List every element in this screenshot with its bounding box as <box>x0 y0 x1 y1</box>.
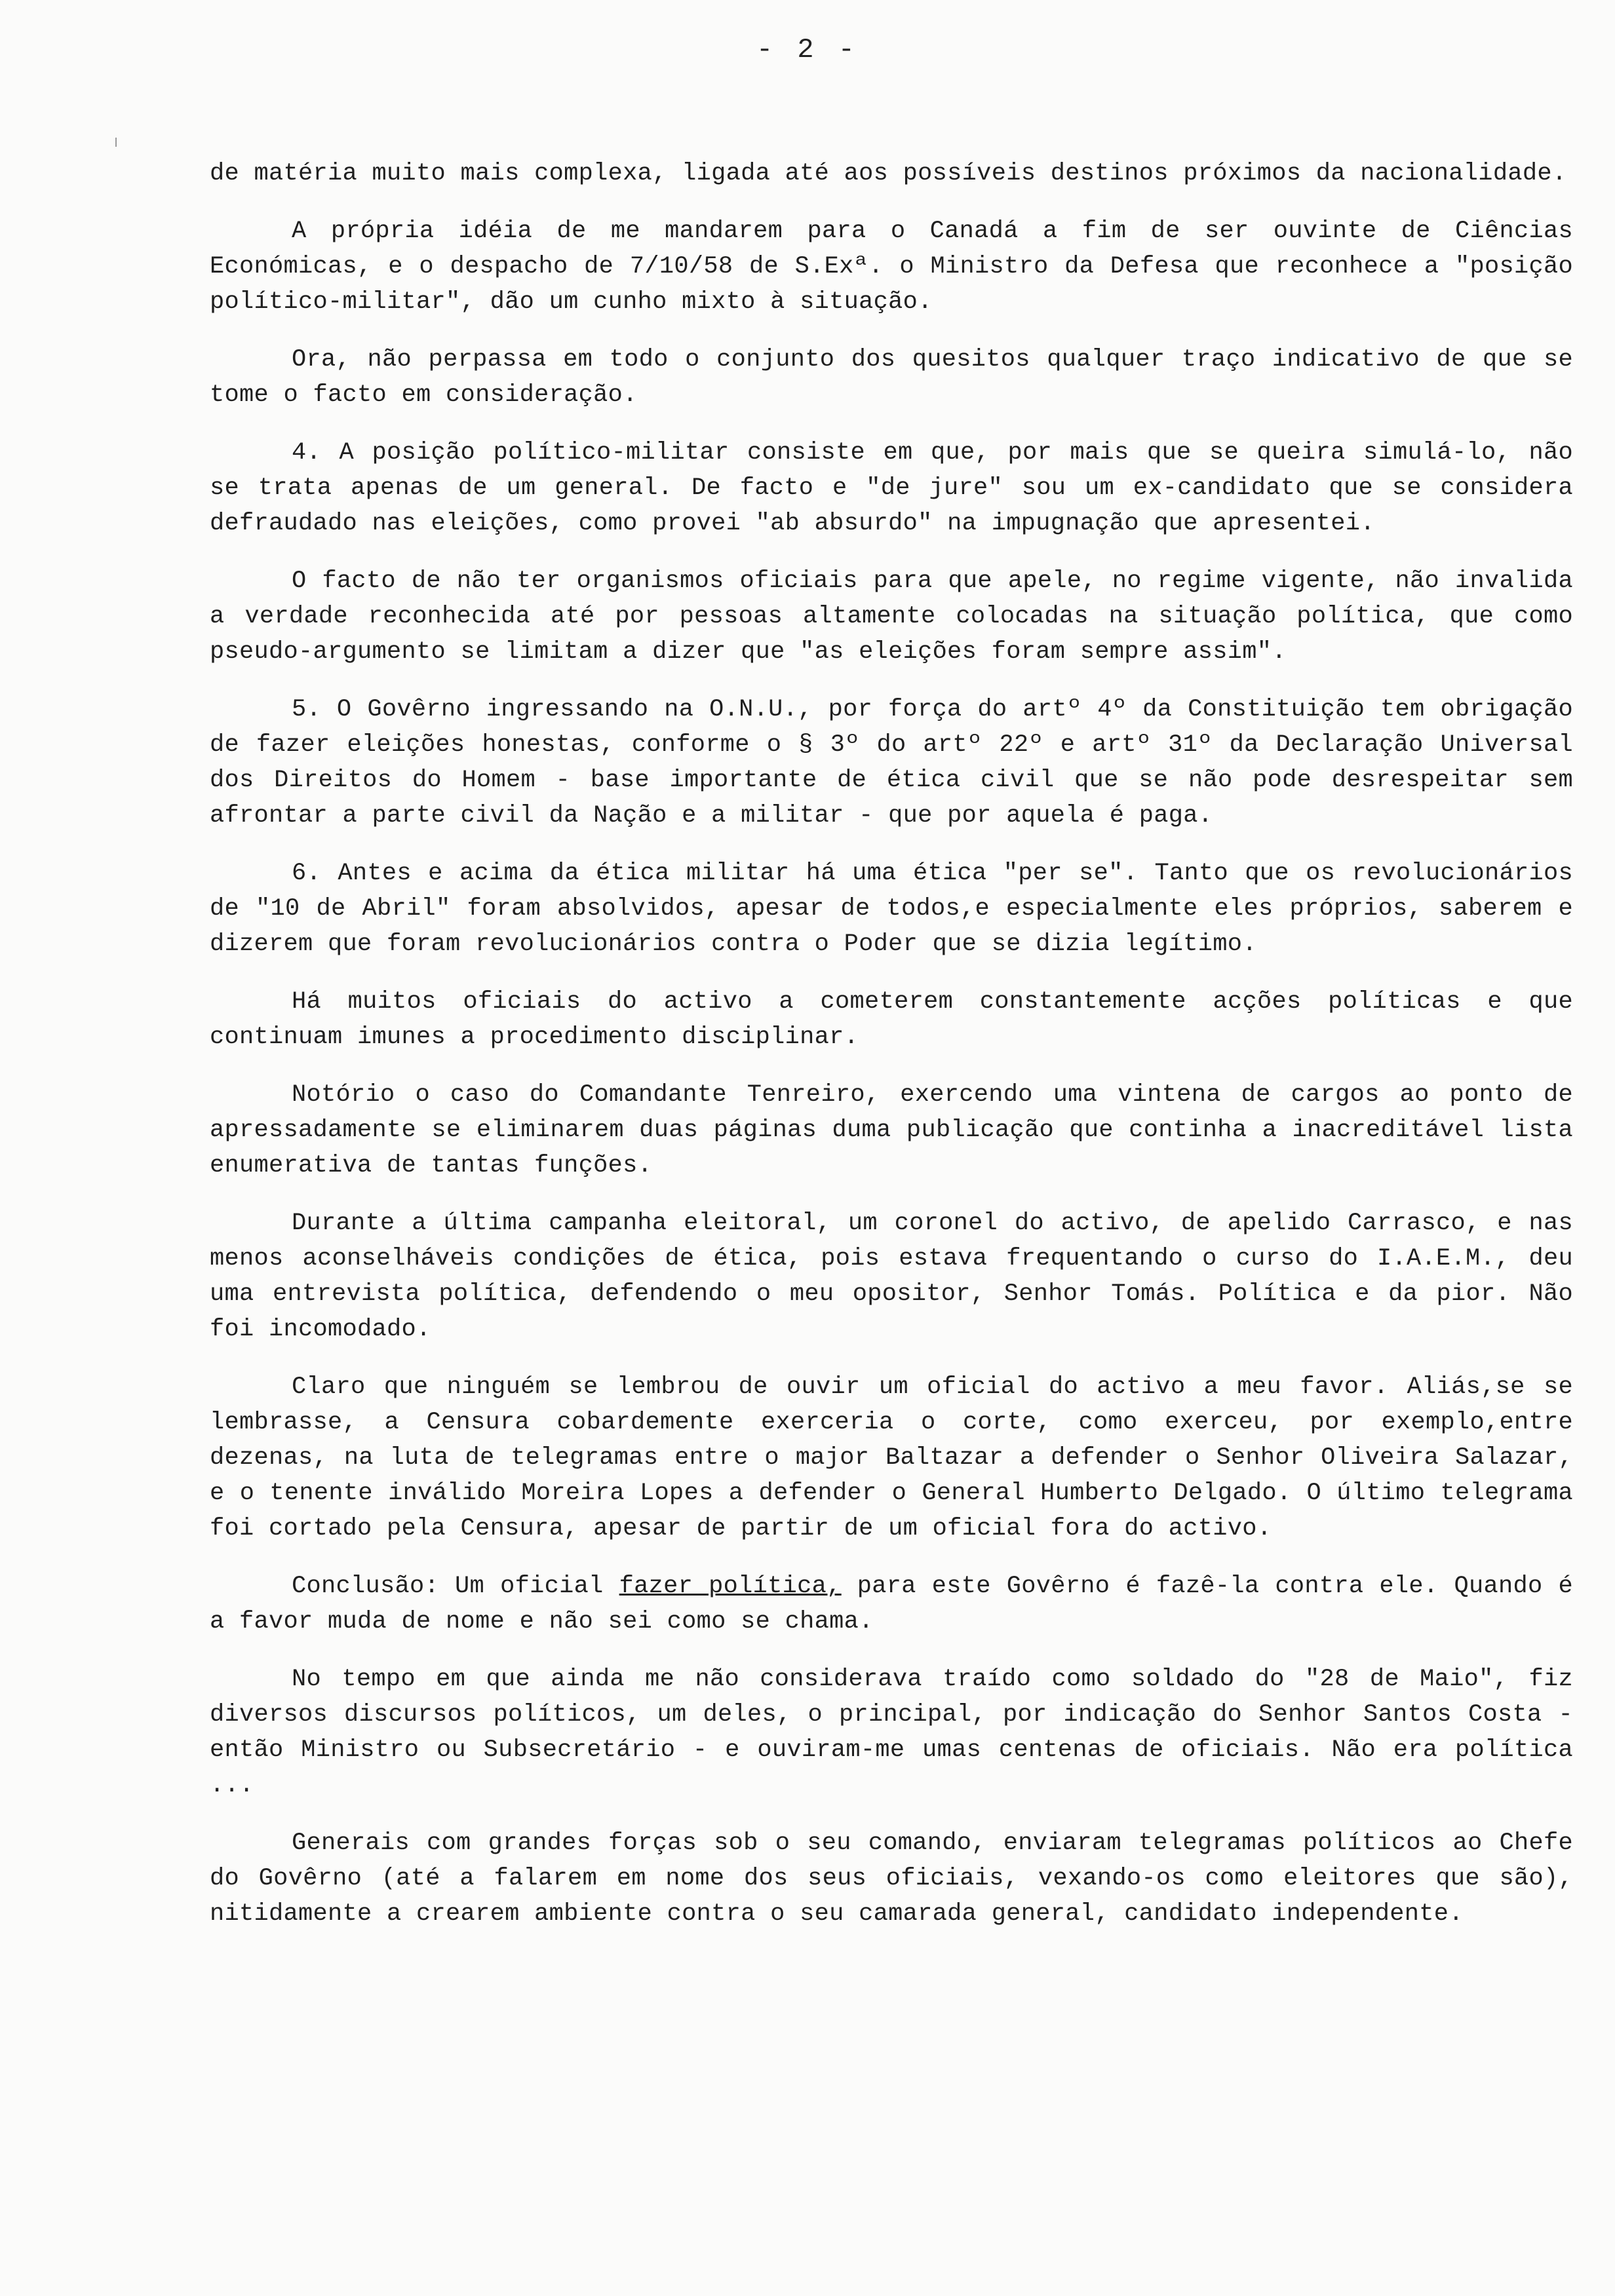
conclusion-lead: Conclusão: Um oficial <box>292 1573 619 1600</box>
conclusion-underlined: fazer política, <box>619 1573 842 1600</box>
paragraph-point-4: 4. A posição político-militar consiste em que, por mais que se queira simulá-lo, não se trata apenas de um general. De facto e "de jure" sou um ex-candidato que se considera defraudado nas eleições, como provei "ab absurdo" na impugnação que apresentei. <box>210 439 1573 537</box>
document-body <box>210 156 1573 1954</box>
paragraph-tenreiro: Notório o caso do Comandante Tenreiro, exercendo uma vintena de cargos ao ponto de apressadamente se eliminarem duas páginas duma publicação que continha a inacreditável lista enumerativa de tantas funções. <box>210 1081 1573 1179</box>
paragraph-conclusion <box>210 1569 1573 1639</box>
paragraph-canada-mission: A própria idéia de me mandarem para o Canadá a fim de ser ouvinte de Ciências Económicas, e o despacho de 7/10/58 de S.Exª. o Ministro da Defesa que reconhece a "posição político-militar", dão um cunho mixto à situação. <box>210 218 1573 316</box>
paragraph-quesitos: Ora, não perpassa em todo o conjunto dos quesitos qualquer traço indicativo de que se tome o facto em consideração. <box>210 346 1573 409</box>
paragraph-active-officers: Há muitos oficiais do activo a cometerem constantemente acções políticas e que continuam imunes a procedimento disciplinar. <box>210 988 1573 1051</box>
paragraph-official-organisms: O facto de não ter organismos oficiais para que apele, no regime vigente, não invalida a verdade reconhecida até por pessoas altamente colocadas na situação política, que como pseudo-argumento se limitam a dizer que "as eleições foram sempre assim". <box>210 567 1573 666</box>
paragraph-campaign: Durante a última campanha eleitoral, um coronel do activo, de apelido Carrasco, e nas menos aconselháveis condições de ética, pois estava frequentando o curso do I.A.E.M., deu uma entrevista política, defendendo o meu opositor, Senhor Tomás. Política e da pior. Não foi incomodado. <box>210 1210 1573 1343</box>
paragraph-censorship: Claro que ninguém se lembrou de ouvir um oficial do activo a meu favor. Aliás,se se lembrasse, a Censura cobardemente exerceria o corte, como exerceu, por exemplo,entre dezenas, na luta de telegramas entre o major Baltazar a defender o Senhor Oliveira Salazar, e o tenente inválido Moreira Lopes a defender o General Humberto Delgado. O último telegrama foi cortado pela Censura, apesar de partir de um oficial fora do activo. <box>210 1373 1573 1542</box>
paragraph-point-6: 6. Antes e acima da ética militar há uma ética "per se". Tanto que os revolucionários de "10 de Abril" foram absolvidos, apesar de todos,e especialmente eles próprios, saberem e dizerem que foram revolucionários contra o Poder que se dizia legítimo. <box>210 860 1573 958</box>
paragraph-continuation: de matéria muito mais complexa, ligada até aos possíveis destinos próximos da nacionalidade. <box>210 160 1567 187</box>
page-number: - 2 - <box>756 34 859 66</box>
paragraph-generals: Generais com grandes forças sob o seu comando, enviaram telegramas políticos ao Chefe do Govêrno (até a falarem em nome dos seus oficiais, vexando-os como eleitores que são), nitidamente a crearem ambiente contra o seu camarada general, candidato independente. <box>210 1829 1573 1928</box>
conclusion-rest: para este Govêrno é fazê-la contra ele. Quando é a favor muda de nome e não sei como se chama. <box>210 1573 1573 1636</box>
paragraph-point-5: 5. O Govêrno ingressando na O.N.U., por força do artº 4º da Constituição tem obrigação de fazer eleições honestas, conforme o § 3º do artº 22º e artº 31º da Declaração Universal dos Direitos do Homem - base importante de ética civil que se não pode desrespeitar sem afrontar a parte civil da Nação e a militar - que por aquela é paga. <box>210 696 1573 830</box>
paragraph-speeches: No tempo em que ainda me não considerava traído como soldado do "28 de Maio", fiz diversos discursos políticos, um deles, o principal, por indicação do Senhor Santos Costa - então Ministro ou Subsecretário - e ouviram-me umas centenas de oficiais. Não era política ... <box>210 1666 1573 1799</box>
margin-mark <box>115 138 117 147</box>
